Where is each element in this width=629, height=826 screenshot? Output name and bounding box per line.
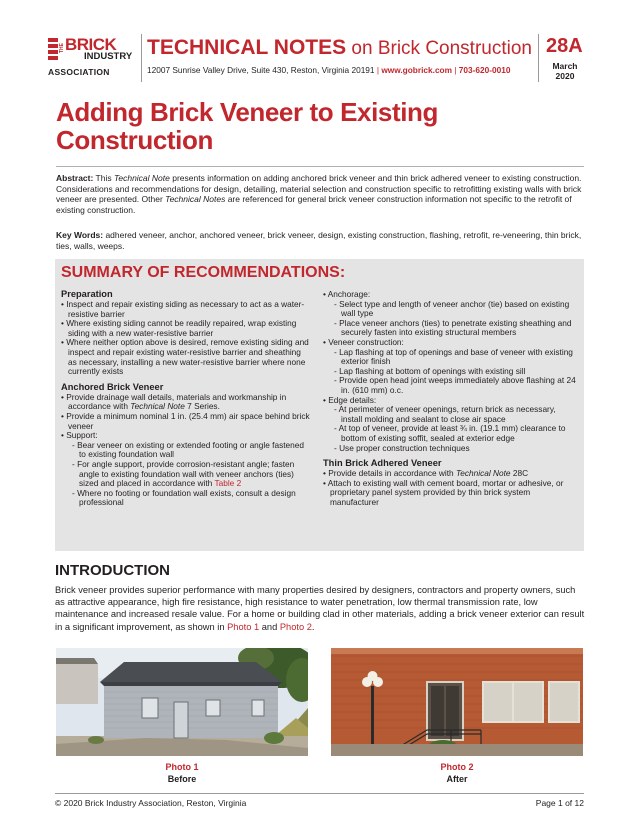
preparation-heading: Preparation	[61, 289, 113, 299]
website-link[interactable]: www.gobrick.com	[381, 65, 453, 75]
abstract: Abstract: This Technical Note presents information on adding anchored brick veneer and thin brick adhered veneer to existing construction. Considerations and recommendations for design, detailing, material selection and construction specific to retrofitting existing walls with brick veneer are presented. Other Technical Notes are referenced for general brick veneer construction information not specific to the retrofit of existing construction.	[56, 173, 582, 215]
anchored-veneer-heading: Anchored Brick Veneer	[61, 381, 164, 392]
sub-list-item: - At top of veneer, provide at least ¾ in. (19.1 mm) clearance to bottom of existing soffit, sealed at exterior edge	[334, 423, 566, 443]
table-2-link[interactable]: Table 2	[214, 478, 242, 489]
sub-list-item: - Bear veneer on existing or extended footing or angle fastened to existing foundation wall	[72, 439, 305, 460]
summary-right-column	[323, 290, 579, 507]
title-divider	[56, 166, 584, 167]
list-item: • Where neither option above is desired, remove existing siding and inspect and repair existing water-resistive barrier and sheathing as necessary, installing a new water-resistive barrier where none currently exists	[61, 337, 309, 377]
list-item: • Where existing siding cannot be readily repaired, wrap existing siding with a new water-resistive barrier	[61, 318, 297, 338]
logo-brick: BRICK	[65, 35, 117, 54]
list-item: • Anchorage:	[323, 289, 371, 299]
sub-list-item: - Lap flashing at top of openings and base of veneer with existing exterior finish	[334, 346, 573, 367]
sub-list-item: - Provide open head joint weeps immediately above flashing at 24 in. (610 mm) o.c.	[334, 375, 576, 395]
list-item: • Veneer construction:	[323, 336, 404, 347]
footer-divider	[55, 793, 584, 794]
page-title: Adding Brick Veneer to Existing Construction	[56, 97, 439, 155]
technical-notes-title: TECHNICAL NOTES on Brick Construction	[147, 36, 532, 59]
photo-2-caption: Photo 2 After	[440, 762, 474, 784]
list-item: • Inspect and repair existing siding as necessary to act as a water-resistive barrier	[61, 299, 305, 319]
sub-list-item: - Where no footing or foundation wall exists, consult a design professional	[72, 487, 296, 508]
phone-number: 703-620-0010	[458, 65, 511, 75]
sub-list-item: - Use proper construction techniques	[334, 442, 470, 453]
logo-industry: INDUSTRY	[84, 51, 133, 62]
header-divider	[141, 34, 142, 82]
publication-date: March 2020	[552, 61, 578, 81]
sub-list-item: - For angle support, provide corrosion-resistant angle; fasten angle to existing foundation wall with veneer anchors (ties) sized and placed in accordance with Table 2	[72, 458, 295, 489]
list-item: • Support:	[61, 430, 98, 441]
list-item: • Provide drainage wall details, materials and workmanship in accordance with Technical Note 7 Series.	[61, 391, 287, 412]
thin-brick-heading: Thin Brick Adhered Veneer	[323, 458, 442, 469]
header-divider-right	[538, 34, 539, 82]
contact-line: 12007 Sunrise Valley Drive, Suite 430, Reston, Virginia 20191 | www.gobrick.com | 703-620-0010	[147, 65, 511, 75]
note-number: 28A	[546, 35, 583, 57]
sub-list-item: - Select type and length of veneer anchor (tie) based on existing wall type	[334, 298, 570, 319]
list-item: • Provide details in accordance with Technical Note 28C	[323, 468, 529, 479]
photo-2-link[interactable]: Photo 2	[279, 621, 312, 632]
introduction-paragraph: Brick veneer provides superior performance with many properties desired by designers, contractors and property owners, such as attractive appearance, high fire resistance, high resistance to water penetration, low thermal transmission rate, low maintenance and increased resale value. For a home or building clad in other materials, adding a brick veneer exterior can result in a significant improvement, as shown in Photo 1 and Photo 2.	[55, 585, 585, 632]
address: 12007 Sunrise Valley Drive, Suite 430, Reston, Virginia 20191	[147, 65, 375, 75]
introduction-heading: INTRODUCTION	[55, 562, 170, 579]
logo-brick-mark	[48, 38, 58, 60]
photo-1-link[interactable]: Photo 1	[227, 621, 260, 632]
sub-list-item: - Place veneer anchors (ties) to penetrate existing sheathing and securely fasten into existing structural members	[334, 317, 572, 338]
list-item: • Provide a minimum nominal 1 in. (25.4 mm) air space behind brick veneer	[61, 410, 310, 431]
photo-1-caption: Photo 1 Before	[165, 762, 199, 784]
footer-copyright: © 2020 Brick Industry Association, Reston, Virginia	[55, 798, 247, 808]
sub-list-item: - At perimeter of veneer openings, return brick as necessary, install molding and sealant to close air space	[334, 404, 556, 424]
document-header	[48, 34, 592, 86]
key-words: Key Words: adhered veneer, anchor, anchored veneer, brick veneer, design, existing construction, flashing, retrofit, re-veneering, thin brick, ties, walls, weeps.	[56, 230, 582, 251]
list-item: • Attach to existing wall with cement board, mortar or adhesive, or proprietary panel system provided by thin brick system manufacturer	[323, 477, 564, 507]
logo-association: ASSOCIATION	[48, 67, 110, 77]
summary-box	[55, 259, 584, 551]
list-item: • Edge details:	[323, 394, 377, 405]
page-number: Page 1 of 12	[535, 798, 584, 808]
sub-list-item: - Lap flashing at bottom of openings with existing sill	[334, 365, 526, 376]
photo-after	[331, 648, 583, 756]
logo-the: THE	[59, 43, 65, 53]
summary-left-column	[61, 289, 311, 508]
bia-logo	[48, 36, 138, 82]
summary-title: SUMMARY OF RECOMMENDATIONS:	[61, 264, 346, 281]
photo-before	[56, 648, 308, 756]
